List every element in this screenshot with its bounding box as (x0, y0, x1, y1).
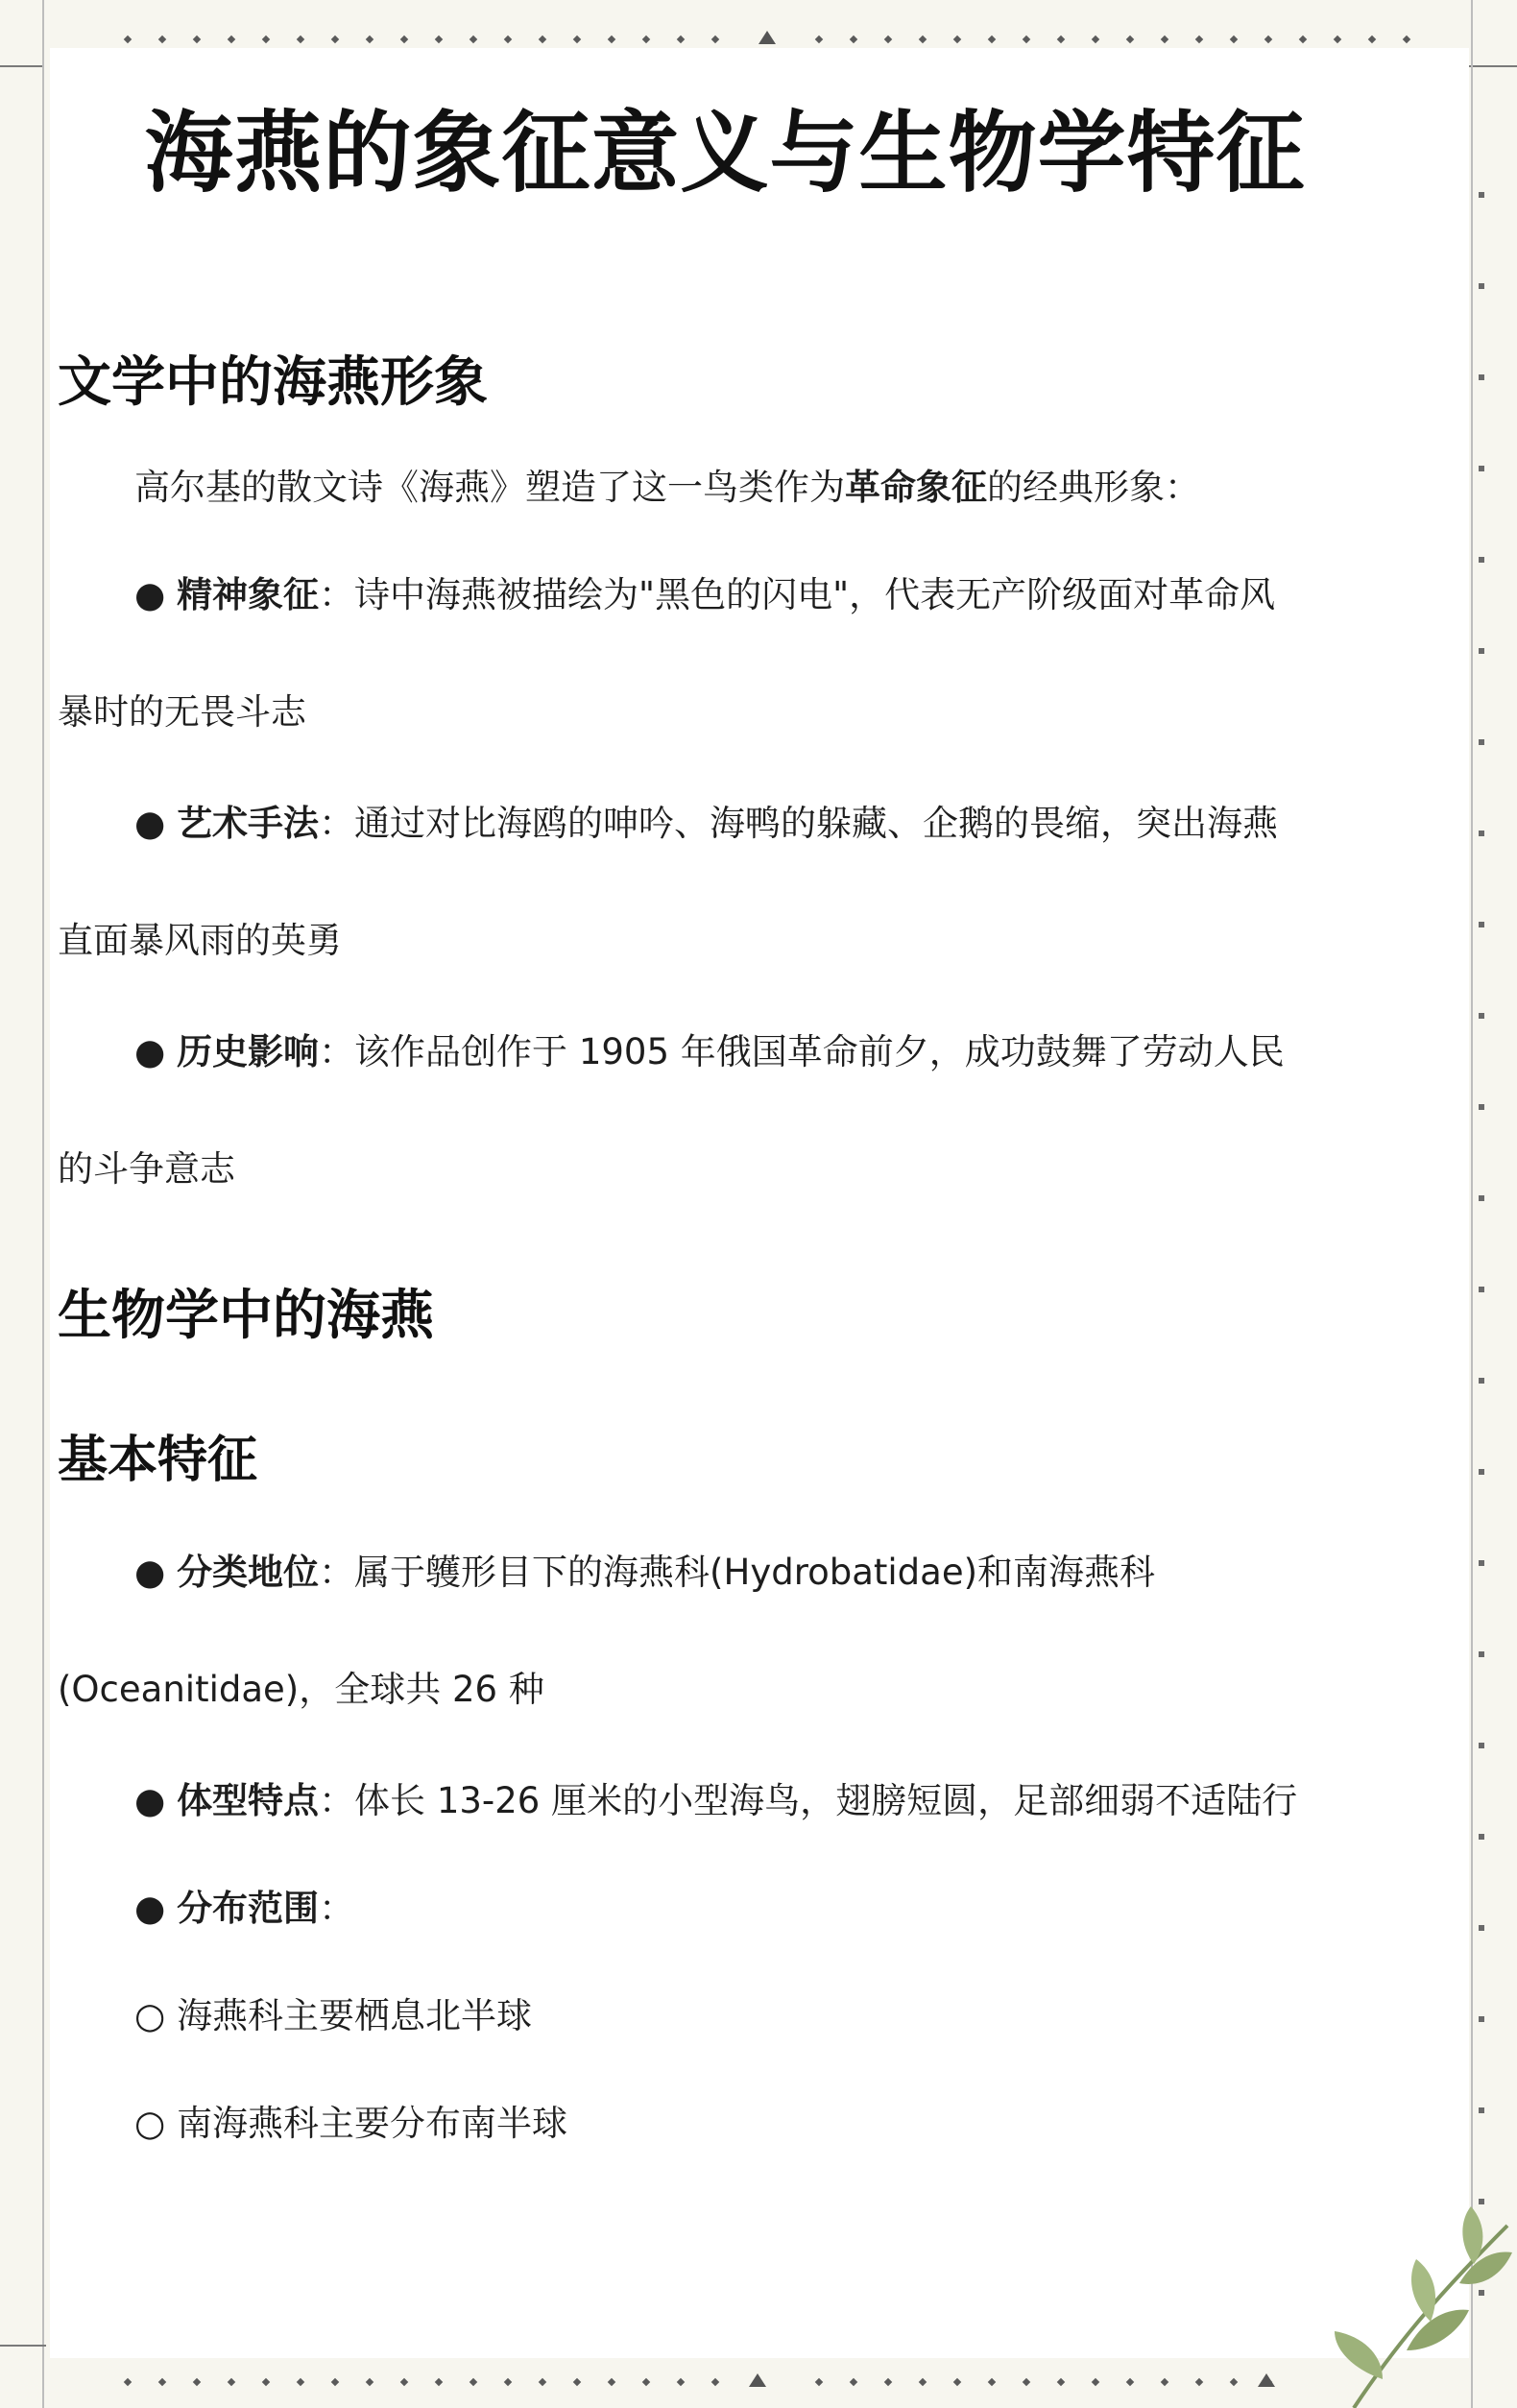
side-mark (1479, 831, 1484, 836)
border-dot (504, 36, 512, 43)
bullet-icon: ● (134, 1552, 166, 1593)
border-dot (573, 36, 581, 43)
border-dot (608, 36, 615, 43)
frame-line-top-right (1469, 65, 1517, 67)
border-dot (193, 36, 201, 43)
side-mark (1479, 1287, 1484, 1292)
list-item (58, 797, 1392, 968)
border-dot (884, 2378, 892, 2386)
border-dot (400, 2378, 408, 2386)
border-dot (366, 2378, 373, 2386)
frame-line-top-left (0, 65, 44, 67)
border-dot (850, 2378, 857, 2386)
list-item-label: 分类地位 (177, 1552, 320, 1593)
biology-bullet-list (58, 1546, 1392, 2151)
border-dot (297, 36, 304, 43)
border-dot (331, 36, 339, 43)
border-dot (608, 2378, 615, 2386)
border-dot (884, 36, 892, 43)
border-dot (228, 2378, 235, 2386)
side-mark (1479, 1743, 1484, 1748)
border-dot (435, 2378, 443, 2386)
document-content (58, 96, 1392, 2144)
border-dot (470, 36, 477, 43)
list-item (58, 568, 1392, 739)
literature-intro (58, 461, 1469, 515)
border-dot (850, 36, 857, 43)
side-mark (1479, 1469, 1484, 1475)
list-item-text: ：体长 13-26 厘米的小型海鸟，翅膀短圆，足部细弱不适陆行 (319, 1780, 1298, 1821)
list-item-continuation: 暴时的无畏斗志 (58, 691, 306, 733)
sub-list-item-line (58, 2097, 1392, 2151)
side-mark (1479, 648, 1484, 654)
border-dot (1195, 2378, 1203, 2386)
list-item-line (58, 1546, 1392, 1600)
leaf-sprig-icon (1315, 2168, 1517, 2408)
list-item-line (58, 1025, 1392, 1079)
list-item (58, 1025, 1392, 1196)
border-dot (1161, 36, 1168, 43)
sub-list-item-line (58, 1989, 1392, 2043)
literature-bullet-list (58, 568, 1392, 1196)
border-dot (124, 2378, 132, 2386)
border-dot (1092, 36, 1099, 43)
border-dot (470, 2378, 477, 2386)
border-dot (400, 36, 408, 43)
border-dot (815, 2378, 823, 2386)
bullet-icon: ● (134, 574, 166, 615)
border-dot (711, 36, 719, 43)
border-dot (539, 36, 546, 43)
list-item-text: ：通过对比海鸥的呻吟、海鸭的躲藏、企鹅的畏缩，突出海燕 (319, 803, 1279, 844)
border-dot (331, 2378, 339, 2386)
side-mark (1479, 739, 1484, 745)
border-dot (435, 36, 443, 43)
side-mark (1479, 374, 1484, 380)
side-mark (1479, 283, 1484, 289)
frame-line-right (1471, 0, 1473, 2408)
border-dot (124, 36, 132, 43)
section-heading-literature: 文学中的海燕形象 (58, 351, 488, 414)
border-dot (953, 36, 961, 43)
border-dot (1403, 36, 1410, 43)
border-dot (1023, 36, 1030, 43)
list-item-label: 精神象征 (177, 574, 320, 615)
side-mark (1479, 1104, 1484, 1110)
list-item-text: ： (319, 1888, 355, 1929)
list-item-continuation: 直面暴风雨的英勇 (58, 920, 342, 961)
border-dot (919, 2378, 927, 2386)
border-dot (297, 2378, 304, 2386)
hollow-bullet-icon: ○ (134, 2103, 166, 2144)
section-heading-biology: 生物学中的海燕 (58, 1285, 434, 1347)
border-dot (1264, 36, 1272, 43)
list-item-label: 艺术手法 (177, 803, 320, 844)
sub-list-item (58, 1989, 1392, 2043)
border-dot (262, 2378, 270, 2386)
side-mark (1479, 557, 1484, 563)
bullet-icon: ● (134, 803, 166, 844)
subsection-heading-basic-features: 基本特征 (58, 1432, 258, 1489)
side-mark (1479, 466, 1484, 471)
list-item-label: 历史影响 (177, 1031, 320, 1072)
list-item-line (58, 1882, 1392, 1936)
side-mark (1479, 192, 1484, 198)
border-dot (988, 2378, 996, 2386)
border-dot (228, 36, 235, 43)
list-item-continuation: 的斗争意志 (58, 1148, 235, 1190)
border-dot (953, 2378, 961, 2386)
page-title: 海燕的象征意义与生物学特征 (144, 102, 1306, 205)
sub-list-item-text: 南海燕科主要分布南半球 (177, 2103, 568, 2144)
border-triangle (749, 2373, 766, 2387)
list-item-label: 分布范围 (177, 1888, 320, 1929)
side-mark (1479, 1013, 1484, 1019)
border-dot (677, 36, 685, 43)
list-item (58, 1882, 1392, 1936)
literature-intro-text-end: 的经典形象： (987, 467, 1200, 508)
side-mark (1479, 2199, 1484, 2204)
side-mark (1479, 2290, 1484, 2296)
side-mark (1479, 1651, 1484, 1657)
border-dot (815, 36, 823, 43)
frame-line-left (42, 0, 44, 2408)
side-mark (1479, 1195, 1484, 1201)
border-dot (366, 36, 373, 43)
bullet-icon: ● (134, 1031, 166, 1072)
border-dot (642, 36, 650, 43)
side-mark (1479, 922, 1484, 927)
hollow-bullet-icon: ○ (134, 1995, 166, 2036)
side-mark (1479, 1560, 1484, 1566)
border-dot (573, 2378, 581, 2386)
list-item-continuation: (Oceanitidae)，全球共 26 种 (58, 1669, 544, 1710)
bottom-dotted-border (0, 2370, 1517, 2398)
border-dot (677, 2378, 685, 2386)
border-dot (1057, 2378, 1065, 2386)
list-item-text: ：诗中海燕被描绘为"黑色的闪电"，代表无产阶级面对革命风 (319, 574, 1276, 615)
border-dot (1230, 2378, 1238, 2386)
side-mark (1479, 2107, 1484, 2113)
border-dot (1057, 36, 1065, 43)
frame-line-bottom-left (0, 2345, 46, 2347)
border-dot (988, 36, 996, 43)
border-dot (1299, 36, 1307, 43)
list-item (58, 1546, 1392, 1717)
border-dot (711, 2378, 719, 2386)
border-dot (193, 2378, 201, 2386)
border-dot (1334, 36, 1341, 43)
border-dot (1023, 2378, 1030, 2386)
border-dot (1092, 2378, 1099, 2386)
border-dot (1195, 36, 1203, 43)
side-mark (1479, 1834, 1484, 1840)
list-item-line (58, 1774, 1392, 1828)
border-dot (1368, 36, 1376, 43)
border-dot (1230, 36, 1238, 43)
bullet-icon: ● (134, 1888, 166, 1929)
list-item-text: ：属于鹱形目下的海燕科(Hydrobatidae)和南海燕科 (319, 1552, 1156, 1593)
border-dot (262, 36, 270, 43)
list-item-label: 体型特点 (177, 1780, 320, 1821)
border-triangle (1258, 2373, 1275, 2387)
border-dot (539, 2378, 546, 2386)
bullet-icon: ● (134, 1780, 166, 1821)
border-dot (158, 2378, 166, 2386)
border-dot (1161, 2378, 1168, 2386)
sub-list-item (58, 2097, 1392, 2151)
border-dot (504, 2378, 512, 2386)
border-dot (1126, 36, 1134, 43)
border-dot (642, 2378, 650, 2386)
list-item (58, 1774, 1392, 1828)
border-dot (158, 36, 166, 43)
list-item-line (58, 797, 1392, 851)
side-mark (1479, 2016, 1484, 2022)
border-dot (1126, 2378, 1134, 2386)
literature-intro-emphasis: 革命象征 (845, 467, 987, 508)
list-item-line (58, 568, 1392, 622)
literature-intro-text: 高尔基的散文诗《海燕》塑造了这一鸟类作为 (134, 467, 845, 508)
border-dot (919, 36, 927, 43)
sub-list-item-text: 海燕科主要栖息北半球 (177, 1995, 533, 2036)
border-triangle (758, 31, 776, 44)
list-item-text: ：该作品创作于 1905 年俄国革命前夕，成功鼓舞了劳动人民 (319, 1031, 1285, 1072)
side-mark (1479, 1378, 1484, 1384)
side-mark (1479, 1925, 1484, 1931)
